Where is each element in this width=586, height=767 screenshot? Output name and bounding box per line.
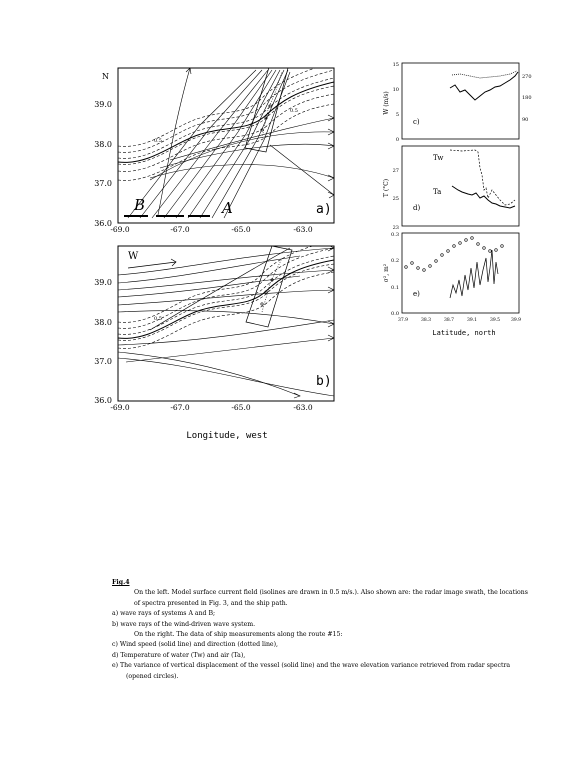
panel-label-e: e) [413,290,420,298]
x-tick: -65.0 [231,225,251,234]
x-tick: 39.1 [466,318,478,323]
current-core [118,260,334,338]
y-tick: 0.0 [391,311,399,317]
wind-arrow [128,262,176,268]
y-tick-right: 90 [522,117,529,123]
wind-speed-line [450,72,518,100]
radar-swath [245,64,288,152]
tw-label: Tw [433,154,444,162]
y-tick: 37.0 [94,179,112,188]
current-isoline [118,70,334,152]
y-tick: 23 [392,225,399,231]
y-tick-right: 270 [522,74,532,80]
isoline-label: 0.5 [154,138,162,144]
map-panel-a [94,62,334,234]
panel-c-y-label: W (m/s) [383,91,390,115]
y-tick: 0.2 [391,258,399,264]
y-tick: 37.0 [94,357,112,366]
ship-variance-line [450,250,498,298]
top-lat-label: N [102,72,109,81]
y-tick: 38.0 [94,318,112,327]
caption-item: a) wave rays of systems A and B; [112,610,216,618]
panel-label-b: b) [316,374,332,389]
current-isoline [118,104,334,180]
panel-label-a: a) [316,202,332,217]
y-tick: 0 [395,137,399,143]
y-tick: 36.0 [94,396,112,405]
wind-label: W [128,251,139,262]
y-tick: 5 [395,112,399,118]
current-isoline [118,62,334,146]
isoline-label: 0.5 [154,316,162,322]
caption-item: d) Temperature of water (Tw) and air (Ta), [112,651,246,659]
x-tick: -67.0 [170,225,190,234]
y-tick: 0.3 [391,232,399,238]
x-tick: -63.0 [293,225,313,234]
wind-direction-line [452,71,517,78]
panel-label-c: c) [413,118,420,126]
current-isoline [118,256,334,334]
y-tick: 25 [392,196,399,202]
y-tick: 15 [392,62,399,68]
x-tick: 39.5 [489,318,501,323]
panel-d-y-label: T (°C) [383,178,390,198]
current-isoline [118,248,334,328]
map-x-axis-label: Longitude, west [186,431,268,441]
x-tick: 38.3 [420,318,432,323]
current-isoline [118,240,334,322]
y-tick: 27 [392,168,399,174]
x-tick: 39.9 [510,318,522,323]
y-tick: 39.0 [94,278,112,287]
x-tick: -69.0 [110,403,130,412]
map-panel-b [94,240,334,441]
current-isoline [118,272,334,348]
isoline-label: 0.5 [290,108,298,114]
x-tick: -67.0 [170,403,190,412]
caption-line: On the right. The data of ship measurements along the route #15: [134,631,343,639]
caption-item: b) wave rays of the wind-driven wave system. [112,620,256,628]
y-tick: 39.0 [94,100,112,109]
caption-item: c) Wind speed (solid line) and direction (dotted line), [112,641,278,649]
panel-e-x-label: Latitude, north [432,329,496,337]
y-tick: 10 [392,87,399,93]
panel-e [383,232,521,337]
panel-c [383,62,532,143]
caption-title: Fig.4 [112,579,130,586]
ta-label: Ta [433,188,442,196]
y-tick: 36.0 [94,219,112,228]
panel-label-d: d) [413,204,421,212]
y-tick: 0.1 [391,285,399,291]
y-tick: 38.0 [94,140,112,149]
caption-line: On the left. Model surface current field (isolines are drawn in 0.5 m/s.). Also shown are: the radar image swath, the locations of spectra presented in Fig. 3, and the ship path. [134,589,528,607]
panel-e-y-label: σ², m² [383,263,390,283]
panel-d [383,146,519,231]
system-a-label: A [222,199,233,217]
x-tick: 37.9 [397,318,409,323]
radar-variance-circles [405,237,504,272]
current-isoline [118,264,334,340]
y-tick-right: 180 [522,95,532,101]
x-tick: 38.7 [443,318,455,323]
x-tick: -63.0 [293,403,313,412]
x-tick: -65.0 [231,403,251,412]
x-tick: -69.0 [110,225,130,234]
caption-item: e) The variance of vertical displacement of the vessel (solid line) and the wave elevation variance retrieved from radar spectra (opened circles). [112,662,511,680]
figure-caption [112,578,532,682]
system-b-label: B [134,196,146,214]
